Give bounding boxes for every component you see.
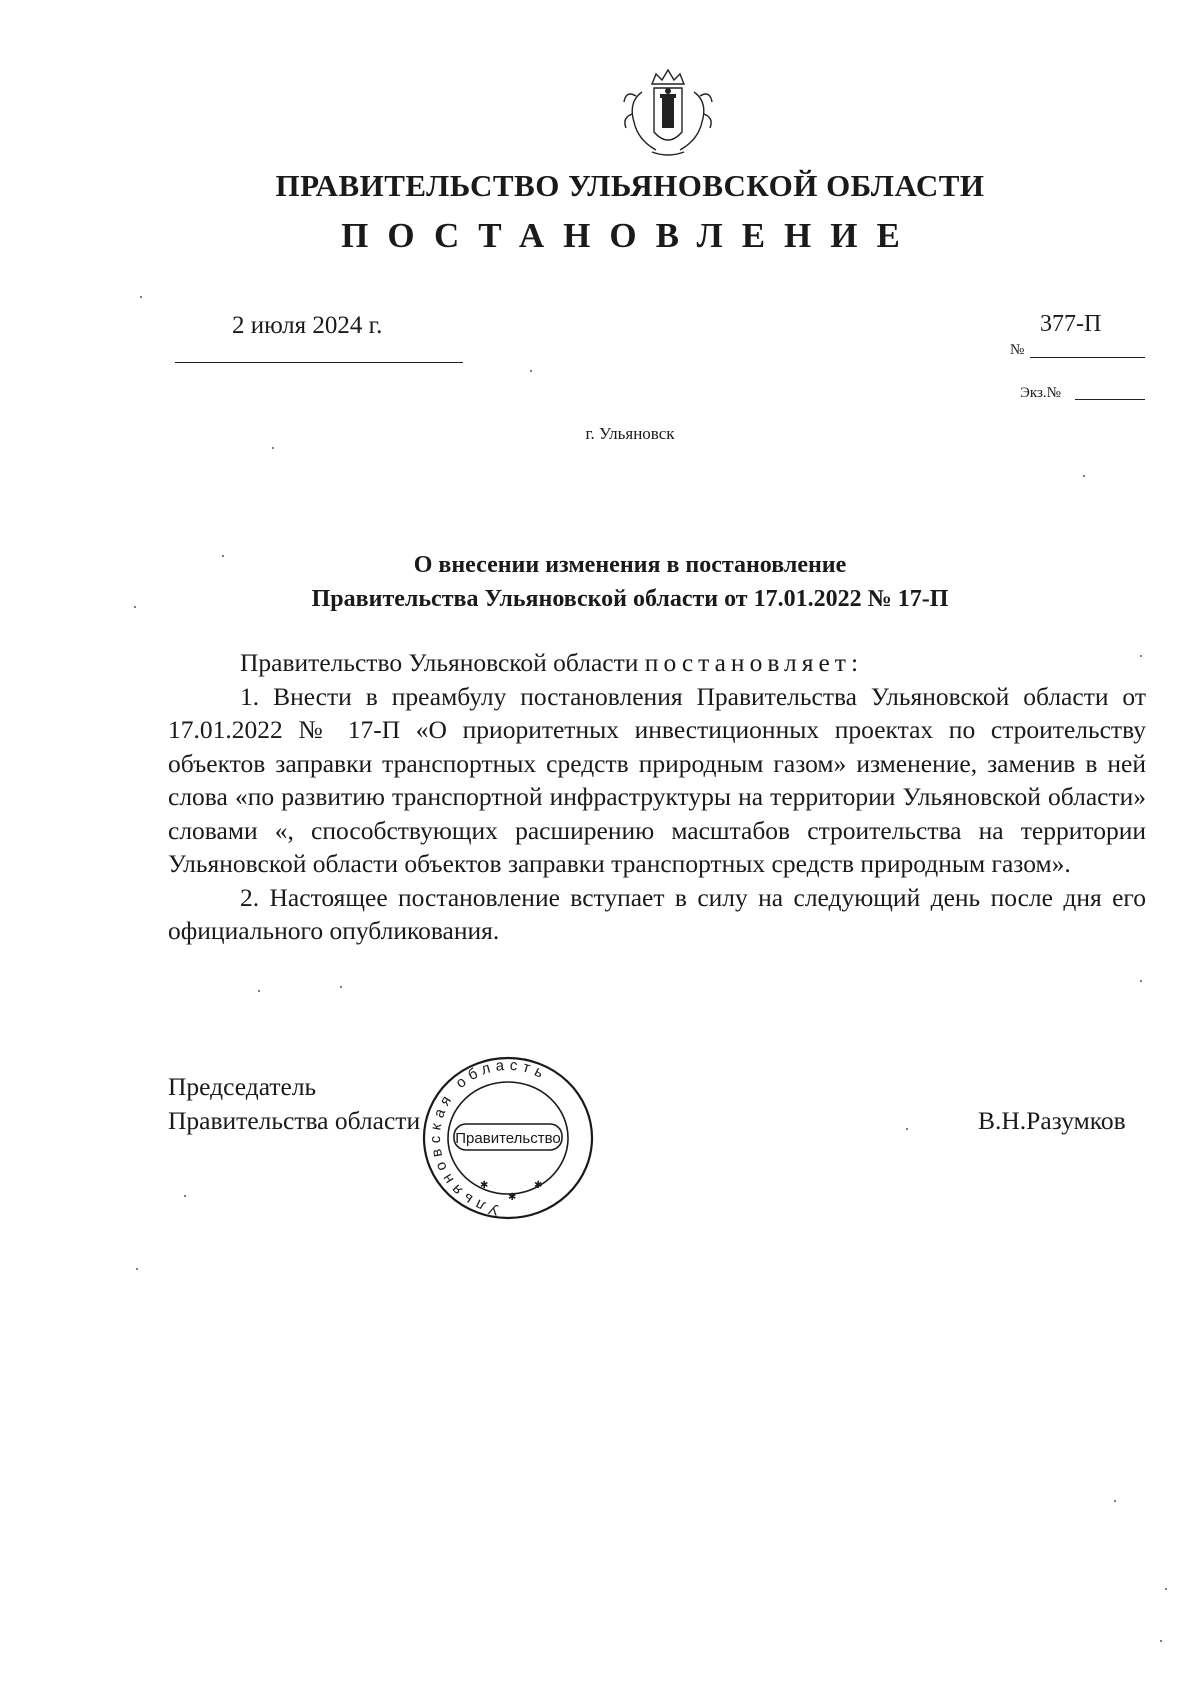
preamble-end: : [850,648,859,677]
preamble-start: Правительство Ульяновской области [240,648,645,677]
signatory-name: В.Н.Разумков [978,1106,1126,1135]
subject-line-2: Правительства Ульяновской области от 17.01.2022 № 17-П [311,586,949,612]
signatory-title-line-1: Председатель [168,1072,317,1101]
item-1-paragraph: 1. Внести в преамбулу постановления Правительства Ульяновской области от 17.01.2022 № 17-П «О приоритетных инвестиционных проектах по строительству объектов заправки транспортных средств природным газом» изменение, заменив в ней слова «по развитию транспортной инфраструктуры на территории Ульяновской области» словами «, способствующих расширению масштабов строительства на территории Ульяновской области объектов заправки транспортных средств природным газом». [168,681,1146,878]
organization-title: ПРАВИТЕЛЬСТВО УЛЬЯНОВСКОЙ ОБЛАСТИ [275,168,985,203]
stamp-center-text: Правительство [455,1130,561,1147]
copy-number-label: Экз.№ [1020,385,1061,401]
stamp-star-icon: ✱ [480,1180,489,1191]
stamp-star-icon: ✱ [508,1192,517,1203]
number-label: № [1010,342,1025,358]
document-date: 2 июля 2024 г. [232,312,383,339]
stamp-star-icon: ✱ [534,1180,543,1191]
document-subject [0,548,1200,616]
document-city: г. Ульяновск [585,424,675,443]
document-type-title: ПОСТАНОВЛЕНИЕ [341,216,919,255]
signatory-title [168,1070,420,1138]
official-stamp [418,1050,598,1222]
subject-line-1: О внесении изменения в постановление [413,552,847,578]
number-underline [1030,357,1145,358]
document-body [168,646,1146,948]
signatory-title-line-2: Правительства области [168,1106,421,1135]
item-2-paragraph: 2. Настоящее постановление вступает в силу на следующий день после дня его официального опубликования. [168,882,1146,945]
preamble-decree-word: постановляет [644,648,851,677]
preamble-paragraph [168,646,1146,680]
date-underline [175,362,463,363]
document-number: 377-П [1040,311,1102,337]
coat-of-arms-icon [612,62,724,162]
stamp-ring-text: Ульяновская область [426,1056,551,1219]
copy-number-underline [1075,399,1145,400]
